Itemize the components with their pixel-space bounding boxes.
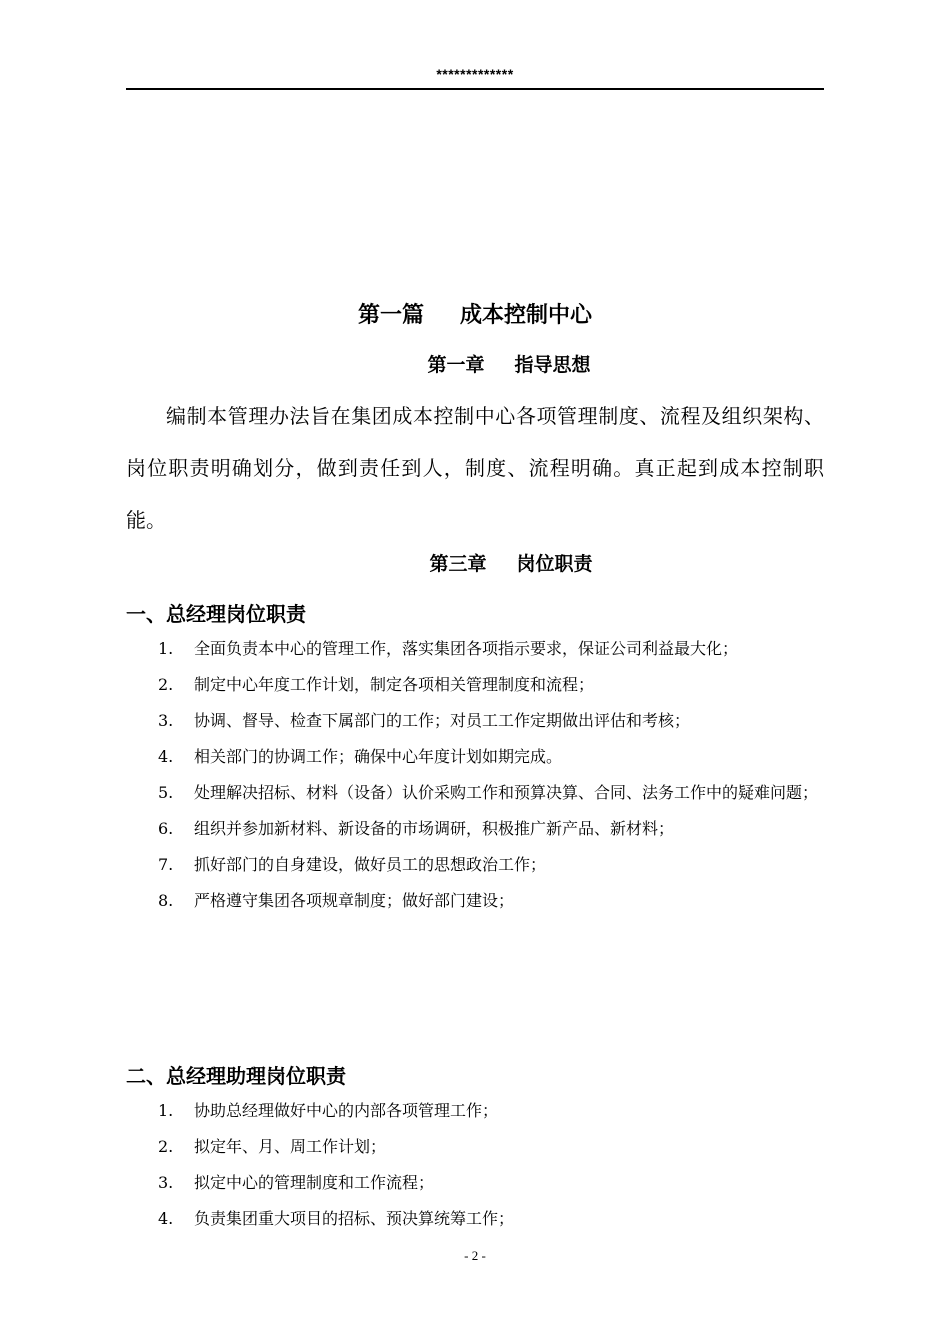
list-item [126,775,826,811]
list-item-number: 2. [158,1137,174,1156]
list-item-text: 拟定年、月、周工作计划； [194,1137,387,1156]
list-item-number: 1. [158,1101,174,1120]
list-item [126,811,826,847]
intro-section [126,390,824,546]
list-item [126,847,826,883]
section-2-list [126,1093,826,1237]
list-item-number: 2. [158,675,174,694]
list-item-text: 处理解决招标、材料（设备）认价采购工作和预算决算、合同、法务工作中的疑难问题； [194,783,819,802]
list-item-number: 7. [158,855,174,874]
list-item [126,1201,826,1237]
list-item [126,739,826,775]
list-item [126,631,826,667]
list-item-number: 6. [158,819,174,838]
chapter-1-number: 第一章 [427,354,485,376]
list-item-text: 全面负责本中心的管理工作，落实集团各项指示要求，保证公司利益最大化； [194,639,739,658]
page-number: - 2 - [464,1248,486,1263]
list-item-number: 4. [158,1209,174,1228]
list-item [126,1093,826,1129]
list-item-text: 相关部门的协调工作；确保中心年度计划如期完成。 [194,747,563,766]
chapter-3-title [36,549,950,576]
part-name: 成本控制中心 [460,303,593,328]
list-item-number: 3. [158,1173,174,1192]
list-item [126,1165,826,1201]
section-1-heading: 一、总经理岗位职责 [126,602,306,626]
intro-paragraph: 编制本管理办法旨在集团成本控制中心各项管理制度、流程及组织架构、岗位职责明确划分，做到责任到人，制度、流程明确。真正起到成本控制职能。 [126,404,824,532]
section-1-list [126,631,826,919]
list-item-number: 1. [158,639,174,658]
chapter-3-number: 第三章 [429,553,487,575]
chapter-1-title [34,350,950,377]
list-item-text: 严格遵守集团各项规章制度；做好部门建设； [194,891,515,910]
list-item-number: 4. [158,747,174,766]
list-item-text: 抓好部门的自身建设，做好员工的思想政治工作； [194,855,547,874]
section-2-heading: 二、总经理助理岗位职责 [126,1064,346,1088]
list-item-number: 3. [158,711,174,730]
part-title [0,298,950,329]
list-item-number: 5. [158,783,174,802]
list-item-text: 组织并参加新材料、新设备的市场调研，积极推广新产品、新材料； [194,819,675,838]
list-item-text: 协调、督导、检查下属部门的工作；对员工工作定期做出评估和考核； [194,711,691,730]
header-rule [126,88,824,90]
page-header: ************* [436,66,514,82]
list-item-text: 制定中心年度工作计划，制定各项相关管理制度和流程； [194,675,595,694]
list-item [126,667,826,703]
list-item [126,703,826,739]
chapter-3-name: 岗位职责 [516,553,593,575]
list-item [126,1129,826,1165]
list-item-text: 拟定中心的管理制度和工作流程； [194,1173,435,1192]
list-item-text: 协助总经理做好中心的内部各项管理工作； [194,1101,499,1120]
list-item [126,883,826,919]
list-item-number: 8. [158,891,174,910]
chapter-1-name: 指导思想 [514,354,591,376]
part-number: 第一篇 [357,303,424,328]
list-item-text: 负责集团重大项目的招标、预决算统筹工作； [194,1209,515,1228]
